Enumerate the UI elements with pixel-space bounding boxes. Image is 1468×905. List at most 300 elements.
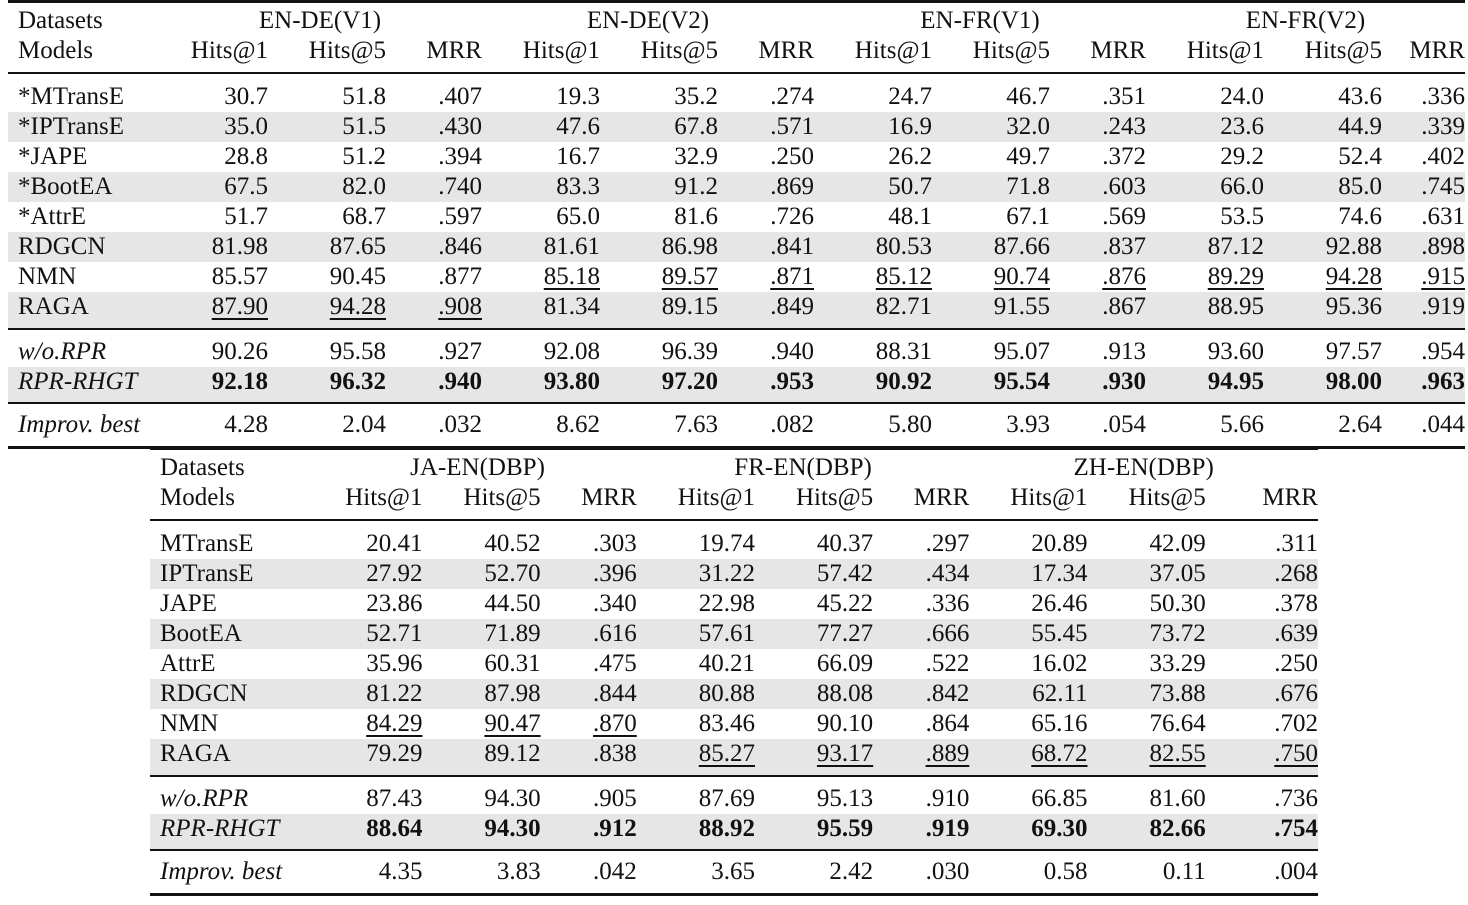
cell-value: 96.39 (661, 338, 718, 365)
table-cell (386, 202, 482, 232)
table-cell (873, 850, 969, 895)
metric-header: MRR (873, 483, 969, 520)
metric-header: Hits@5 (600, 36, 718, 73)
cell-value: 68.72 (1031, 740, 1088, 767)
cell-value: .268 (1274, 560, 1318, 587)
cell-value: 79.29 (366, 740, 423, 767)
cell-value: 0.11 (1162, 858, 1206, 885)
table-cell (158, 403, 268, 448)
cell-value: 35.96 (366, 650, 423, 677)
cell-value: 88.95 (1207, 293, 1264, 320)
table-cell (268, 73, 386, 112)
cell-value: 85.12 (875, 263, 932, 290)
table-cell (1382, 262, 1465, 292)
table-cell (1382, 232, 1465, 262)
metric-header: MRR (1050, 36, 1146, 73)
table-cell (755, 850, 873, 895)
cell-value: 35.0 (224, 113, 268, 140)
table-cell (318, 619, 422, 649)
cell-value: .042 (593, 858, 637, 885)
cell-value: .849 (770, 293, 814, 320)
table-cell (932, 403, 1050, 448)
table-cell (932, 142, 1050, 172)
table-cell (718, 202, 814, 232)
cell-value: .030 (925, 858, 970, 885)
cell-value: .054 (1102, 411, 1146, 438)
table-cell (718, 73, 814, 112)
table-row (8, 329, 1465, 367)
table-cell (1146, 367, 1264, 403)
cell-value: .919 (925, 815, 970, 842)
cell-value: .571 (770, 113, 814, 140)
table-cell (755, 709, 873, 739)
table-cell (969, 850, 1087, 895)
cell-value: 3.83 (496, 858, 541, 885)
table-cell (969, 520, 1087, 559)
cell-value: 26.46 (1031, 590, 1088, 617)
table-cell (541, 520, 637, 559)
cell-value: .430 (438, 113, 482, 140)
table-cell (541, 776, 637, 814)
cell-value: 87.69 (698, 785, 755, 812)
cell-value: 93.17 (816, 740, 874, 767)
cell-value: 66.09 (816, 650, 874, 677)
table-row (8, 73, 1465, 112)
model-name: RAGA (8, 292, 158, 329)
cell-value: .372 (1102, 143, 1146, 170)
table-cell (969, 589, 1087, 619)
cell-value: .842 (925, 680, 970, 707)
table-cell (268, 292, 386, 329)
table-cell (1146, 329, 1264, 367)
table-cell (1050, 172, 1146, 202)
table-cell (1206, 520, 1318, 559)
cell-value: 22.98 (698, 590, 755, 617)
cell-value: 88.92 (698, 815, 755, 842)
table-row (150, 559, 1318, 589)
table-cell (386, 367, 482, 403)
metric-header: Hits@1 (969, 483, 1087, 520)
cell-value: 66.0 (1220, 173, 1264, 200)
cell-value: 2.64 (1338, 411, 1382, 438)
table-cell (873, 520, 969, 559)
cell-value: 90.45 (329, 263, 386, 290)
group-header: EN-FR(V2) (1146, 2, 1465, 37)
cell-value: 89.15 (661, 293, 718, 320)
table-cell (1264, 403, 1382, 448)
cell-value: 50.7 (888, 173, 932, 200)
table-cell (318, 520, 422, 559)
cell-value: 83.3 (556, 173, 600, 200)
cell-value: .837 (1102, 233, 1146, 260)
table-cell (600, 232, 718, 262)
metric-header: Hits@5 (932, 36, 1050, 73)
model-name: NMN (18, 263, 77, 290)
model-name: *JAPE (18, 143, 88, 170)
table-cell (482, 112, 600, 142)
cell-value: .867 (1102, 293, 1146, 320)
cell-value: 3.65 (711, 858, 755, 885)
cell-value: .702 (1274, 710, 1318, 737)
cell-value: 4.35 (378, 858, 423, 885)
table-cell (422, 850, 540, 895)
table-cell (422, 520, 540, 559)
table-cell (969, 649, 1087, 679)
table-row (8, 403, 1465, 448)
table-cell (718, 142, 814, 172)
metric-header: Hits@1 (318, 483, 422, 520)
cell-value: .274 (770, 83, 814, 110)
table-cell (637, 739, 755, 776)
cell-value: 91.55 (993, 293, 1050, 320)
table-cell (1206, 739, 1318, 776)
cell-value: 28.8 (224, 143, 268, 170)
cell-value: 90.47 (484, 710, 541, 737)
table-cell (755, 619, 873, 649)
cell-value: .871 (770, 263, 814, 290)
table-row (8, 367, 1465, 403)
table-cell (1088, 589, 1206, 619)
table-cell (718, 329, 814, 367)
table-cell (1088, 776, 1206, 814)
table-cell (814, 262, 932, 292)
cell-value: 87.90 (211, 293, 268, 320)
cell-value: .913 (1102, 338, 1146, 365)
cell-value: .569 (1102, 203, 1146, 230)
cell-value: .870 (593, 710, 637, 737)
cell-value: 7.63 (674, 411, 718, 438)
table-cell (482, 329, 600, 367)
table-cell (386, 403, 482, 448)
cell-value: .754 (1274, 815, 1318, 842)
cell-value: 67.8 (674, 113, 718, 140)
table-cell (1206, 559, 1318, 589)
cell-value: 69.30 (1031, 815, 1088, 842)
table-cell (1050, 232, 1146, 262)
table-cell (1206, 679, 1318, 709)
table-cell (1088, 850, 1206, 895)
cell-value: .740 (438, 173, 482, 200)
cell-value: 3.93 (1006, 411, 1050, 438)
cell-value: 93.80 (543, 368, 600, 395)
cell-value: 52.4 (1338, 143, 1382, 170)
table-cell (318, 814, 422, 850)
table-cell (873, 776, 969, 814)
cell-value: .297 (925, 530, 970, 557)
metric-header: Hits@1 (637, 483, 755, 520)
model-name: MTransE (160, 530, 254, 557)
table-cell (268, 403, 386, 448)
table-cell (422, 559, 540, 589)
table-row (150, 649, 1318, 679)
table-cell (637, 850, 755, 895)
table-cell (1088, 709, 1206, 739)
cell-value: 50.30 (1149, 590, 1206, 617)
cell-value: 73.88 (1149, 680, 1206, 707)
cell-value: 97.20 (661, 368, 718, 395)
table-cell (386, 112, 482, 142)
cell-value: 88.31 (875, 338, 932, 365)
table-row (150, 520, 1318, 559)
cell-value: .339 (1421, 113, 1465, 140)
table-cell (637, 619, 755, 649)
cell-value: 52.70 (484, 560, 541, 587)
cell-value: 19.3 (556, 83, 600, 110)
table-cell (158, 329, 268, 367)
table-cell (932, 232, 1050, 262)
group-header: FR-EN(DBP) (637, 449, 970, 484)
table-cell (637, 559, 755, 589)
datasets-label: Datasets (150, 449, 318, 484)
table-cell (158, 367, 268, 403)
table-cell (755, 739, 873, 776)
table-cell (1382, 329, 1465, 367)
table-row (150, 589, 1318, 619)
table-cell (1264, 367, 1382, 403)
table-cell (969, 679, 1087, 709)
cell-value: .303 (593, 530, 637, 557)
cell-value: 85.57 (211, 263, 268, 290)
cell-value: .311 (1275, 530, 1318, 557)
cell-value: 40.37 (816, 530, 874, 557)
table-cell (1264, 172, 1382, 202)
cell-value: 51.5 (342, 113, 386, 140)
table-row (150, 619, 1318, 649)
table-cell (873, 814, 969, 850)
table-cell (158, 172, 268, 202)
table-cell (318, 649, 422, 679)
table-row (8, 262, 1465, 292)
table-cell (600, 403, 718, 448)
cell-value: 90.10 (816, 710, 874, 737)
cell-value: 44.9 (1338, 113, 1382, 140)
cell-value: 33.29 (1149, 650, 1206, 677)
table-cell (873, 739, 969, 776)
proposed-rows (8, 329, 1465, 403)
table-row (150, 814, 1318, 850)
cell-value: 94.30 (484, 785, 541, 812)
table-cell (969, 776, 1087, 814)
table-cell (873, 559, 969, 589)
model-name: *MTransE (18, 83, 125, 110)
model-name: JAPE (160, 590, 217, 617)
table-cell (482, 202, 600, 232)
table-cell (873, 709, 969, 739)
table-cell (541, 709, 637, 739)
cell-value: 4.28 (224, 411, 268, 438)
cell-value: 20.89 (1031, 530, 1088, 557)
table-cell (969, 559, 1087, 589)
model-name: RDGCN (8, 232, 158, 262)
cell-value: .736 (1274, 785, 1318, 812)
cell-value: 8.62 (556, 411, 600, 438)
cell-value: 89.57 (661, 263, 718, 290)
cell-value: 92.08 (543, 338, 600, 365)
cell-value: .676 (1274, 680, 1318, 707)
cell-value: 87.98 (484, 680, 541, 707)
cell-value: 76.64 (1149, 710, 1206, 737)
cell-value: 51.8 (342, 83, 386, 110)
table-cell (1050, 202, 1146, 232)
metric-header: Hits@5 (1088, 483, 1206, 520)
cell-value: 16.9 (888, 113, 932, 140)
table-cell (268, 329, 386, 367)
table-row (150, 709, 1318, 739)
table-cell (814, 403, 932, 448)
cell-value: .603 (1102, 173, 1146, 200)
table-cell (1146, 292, 1264, 329)
cell-value: .930 (1102, 368, 1146, 395)
cell-value: 94.28 (329, 293, 386, 320)
cell-value: 83.46 (698, 710, 755, 737)
table-cell (755, 559, 873, 589)
table-cell (1050, 403, 1146, 448)
model-name: BootEA (150, 619, 318, 649)
model-name: *IPTransE (8, 112, 158, 142)
cell-value: 20.41 (366, 530, 423, 557)
table-row (150, 776, 1318, 814)
cell-value: 17.34 (1031, 560, 1088, 587)
cell-value: 48.1 (888, 203, 932, 230)
table-cell (1050, 329, 1146, 367)
table-cell (637, 679, 755, 709)
metric-header: Hits@5 (422, 483, 540, 520)
cell-value: 73.72 (1149, 620, 1206, 647)
cell-value: .953 (770, 368, 814, 395)
metric-header: Hits@1 (158, 36, 268, 73)
cell-value: 89.12 (484, 740, 541, 767)
table-cell (1146, 232, 1264, 262)
table-row (8, 112, 1465, 142)
table-cell (637, 709, 755, 739)
cell-value: .908 (438, 293, 482, 320)
cell-value: 67.5 (224, 173, 268, 200)
table-cell (969, 814, 1087, 850)
models-label: Models (150, 483, 318, 520)
cell-value: .250 (770, 143, 814, 170)
cell-value: 85.18 (543, 263, 600, 290)
table-cell (482, 232, 600, 262)
table-cell (1050, 367, 1146, 403)
cell-value: 29.2 (1220, 143, 1264, 170)
model-name: Improv. best (8, 403, 158, 448)
table-cell (600, 73, 718, 112)
table-cell (932, 367, 1050, 403)
table-cell (969, 739, 1087, 776)
table-cell (158, 232, 268, 262)
table-cell (268, 367, 386, 403)
cell-value: 23.86 (366, 590, 423, 617)
cell-value: .876 (1102, 263, 1146, 290)
model-name: *BootEA (8, 172, 158, 202)
cell-value: .394 (438, 143, 482, 170)
table-cell (541, 589, 637, 619)
cell-value: .407 (438, 83, 482, 110)
cell-value: 92.88 (1325, 233, 1382, 260)
table-cell (1146, 262, 1264, 292)
table-cell (932, 329, 1050, 367)
cell-value: .844 (593, 680, 637, 707)
table-cell (482, 262, 600, 292)
cell-value: 53.5 (1220, 203, 1264, 230)
table-cell (541, 559, 637, 589)
table-cell (1146, 142, 1264, 172)
table-cell (932, 292, 1050, 329)
cell-value: .910 (925, 785, 970, 812)
cell-value: 19.74 (698, 530, 755, 557)
table-cell (718, 232, 814, 262)
table-cell (1146, 403, 1264, 448)
table-cell (718, 367, 814, 403)
group-header: EN-DE(V1) (158, 2, 482, 37)
table-cell (637, 776, 755, 814)
table-cell (1146, 112, 1264, 142)
table-cell (1146, 73, 1264, 112)
cell-value: 98.00 (1325, 368, 1382, 395)
table-cell (873, 649, 969, 679)
group-header: JA-EN(DBP) (318, 449, 637, 484)
table-cell (814, 142, 932, 172)
model-name: RPR-RHGT (150, 814, 318, 850)
cell-value: 81.60 (1149, 785, 1206, 812)
cell-value: .940 (770, 338, 814, 365)
cell-value: 81.61 (543, 233, 600, 260)
table-cell (1206, 814, 1318, 850)
table-cell (482, 403, 600, 448)
table-cell (1088, 814, 1206, 850)
cell-value: 71.8 (1006, 173, 1050, 200)
table-cell (600, 262, 718, 292)
table-cell (268, 142, 386, 172)
cell-value: 95.36 (1325, 293, 1382, 320)
cell-value: .402 (1421, 143, 1465, 170)
table-cell (1264, 202, 1382, 232)
table-cell (1382, 202, 1465, 232)
cell-value: .726 (770, 203, 814, 230)
table-row (8, 202, 1465, 232)
table-cell (268, 202, 386, 232)
table-cell (1088, 739, 1206, 776)
cell-value: 87.66 (993, 233, 1050, 260)
table-cell (755, 679, 873, 709)
table-cell (932, 73, 1050, 112)
cell-value: 26.2 (888, 143, 932, 170)
table-cell (718, 112, 814, 142)
cell-value: .877 (438, 263, 482, 290)
table-cell (1088, 679, 1206, 709)
table-cell (718, 403, 814, 448)
cell-value: 45.22 (816, 590, 874, 617)
model-name: RPR-RHGT (8, 367, 158, 403)
cell-value: 51.7 (224, 203, 268, 230)
table-cell (814, 73, 932, 112)
table-cell (318, 739, 422, 776)
cell-value: 2.04 (342, 411, 386, 438)
table-cell (386, 292, 482, 329)
table-cell (755, 520, 873, 559)
proposed-rows (150, 776, 1318, 850)
cell-value: 27.92 (366, 560, 423, 587)
table-cell (1382, 292, 1465, 329)
table-cell (600, 112, 718, 142)
table-cell (814, 232, 932, 262)
table-cell (1088, 559, 1206, 589)
cell-value: .243 (1102, 113, 1146, 140)
results-table-bottom (150, 447, 1318, 896)
table-cell (1382, 172, 1465, 202)
table-cell (158, 292, 268, 329)
table-cell (814, 202, 932, 232)
